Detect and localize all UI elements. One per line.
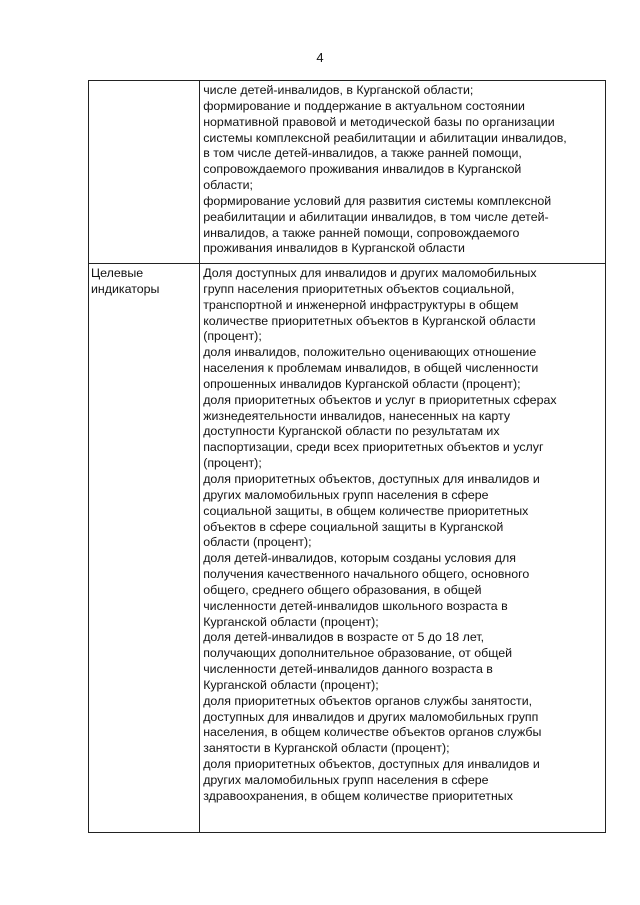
goals-text-line: формирование условий для развития системы комплексной	[203, 193, 552, 208]
target-indicator-text-line: населения, в общем количестве объектов органов службы	[203, 725, 542, 740]
goals-text-line: системы комплексной реабилитации и абилитации инвалидов,	[203, 130, 567, 145]
goals-text-line: нормативной правовой и методической базы по организации	[203, 114, 555, 129]
goals-text-line: проживания инвалидов в Курганской области	[203, 241, 465, 256]
target-indicator-text-line: Курганской области (процент);	[203, 614, 379, 629]
target-indicator-text-line: паспортизации, среди всех приоритетных объектов и услуг	[203, 440, 544, 455]
target-indicator-text-line: доля приоритетных объектов органов службы занятости,	[203, 693, 533, 708]
target-indicator-text-line: (процент);	[203, 329, 262, 344]
goals-text-line: в том числе детей-инвалидов, а также ранней помощи,	[203, 146, 522, 161]
target-indicator-text-line: объектов в сфере социальной защиты в Курганской	[203, 519, 504, 534]
target-indicator-text-line: области (процент);	[203, 535, 312, 550]
target-indicator-text-line: здравоохранения, в общем количестве приоритетных	[203, 788, 513, 803]
target-indicator-text-line: доля приоритетных объектов и услуг в приоритетных сферах	[203, 392, 557, 407]
goals-text-line: области;	[203, 178, 253, 193]
target-indicator-text-line: численности детей-инвалидов школьного возраста в	[203, 598, 508, 613]
target-indicator-text-line: доступности Курганской области по результатам их	[203, 424, 500, 439]
table-row-target-indicators	[89, 264, 606, 833]
target-indicator-text-line: опрошенных инвалидов Курганской области (процент);	[203, 376, 521, 391]
goals-text-line: числе детей-инвалидов, в Курганской области;	[203, 83, 474, 97]
target-indicator-text-line: доля приоритетных объектов, доступных для инвалидов и	[203, 471, 540, 486]
program-passport-table	[88, 80, 606, 833]
target-indicator-text-line: численности детей-инвалидов данного возраста в	[203, 662, 493, 677]
target-indicator-text-line: получающих дополнительное образование, от общей	[203, 646, 513, 661]
target-indicator-text-line: транспортной и инженерной инфраструктуры в общем	[203, 297, 519, 312]
continued-row-label-cell	[89, 81, 200, 264]
target-indicator-text-line: общего, среднего общего образования, в общей	[203, 582, 482, 597]
goals-text-line: инвалидов, а также ранней помощи, сопровождаемого	[203, 225, 520, 240]
target-indicators-label-line: Целевые	[91, 266, 144, 280]
target-indicator-text-line: (процент);	[203, 456, 262, 471]
page-number: 4	[316, 50, 324, 65]
table-row-continued	[89, 81, 606, 264]
target-indicator-text-line: населения к проблемам инвалидов, в общей численности	[203, 361, 539, 376]
target-indicator-text-line: доля детей-инвалидов в возрасте от 5 до 18 лет,	[203, 630, 485, 645]
target-indicator-text-line: Доля доступных для инвалидов и других маломобильных	[203, 266, 537, 280]
target-indicator-text-line: жизнедеятельности инвалидов, нанесенных на карту	[203, 408, 511, 423]
target-indicator-text-line: доля детей-инвалидов, которым созданы условия для	[203, 551, 516, 566]
goals-text-cell	[200, 81, 606, 264]
goals-text-line: сопровождаемого проживания инвалидов в Курганской	[203, 162, 522, 177]
target-indicator-text-line: групп населения приоритетных объектов социальной,	[203, 281, 515, 296]
target-indicator-text-line: доля приоритетных объектов, доступных для инвалидов и	[203, 757, 540, 772]
goals-text-line: формирование и поддержание в актуальном состоянии	[203, 98, 525, 113]
target-indicators-label-line: индикаторы	[91, 281, 160, 296]
target-indicator-text-line: других маломобильных групп населения в сфере	[203, 487, 489, 502]
target-indicator-text-line: социальной защиты, в общем количестве приоритетных	[203, 503, 529, 518]
target-indicators-label-cell	[89, 264, 200, 833]
target-indicators-text-cell	[200, 264, 606, 833]
target-indicator-text-line: других маломобильных групп населения в сфере	[203, 773, 489, 787]
target-indicator-text-line: получения качественного начального общего, основного	[203, 567, 530, 582]
target-indicator-text-line: количестве приоритетных объектов в Курганской области	[203, 313, 536, 328]
target-indicator-text-line: Курганской области (процент);	[203, 677, 379, 692]
target-indicator-text-line: доля инвалидов, положительно оценивающих отношение	[203, 345, 537, 360]
goals-text-line: реабилитации и абилитации инвалидов, в том числе детей-	[203, 209, 549, 224]
target-indicator-text-line: доступных для инвалидов и других маломобильных групп	[203, 709, 539, 724]
target-indicator-text-line: занятости в Курганской области (процент);	[203, 741, 450, 756]
